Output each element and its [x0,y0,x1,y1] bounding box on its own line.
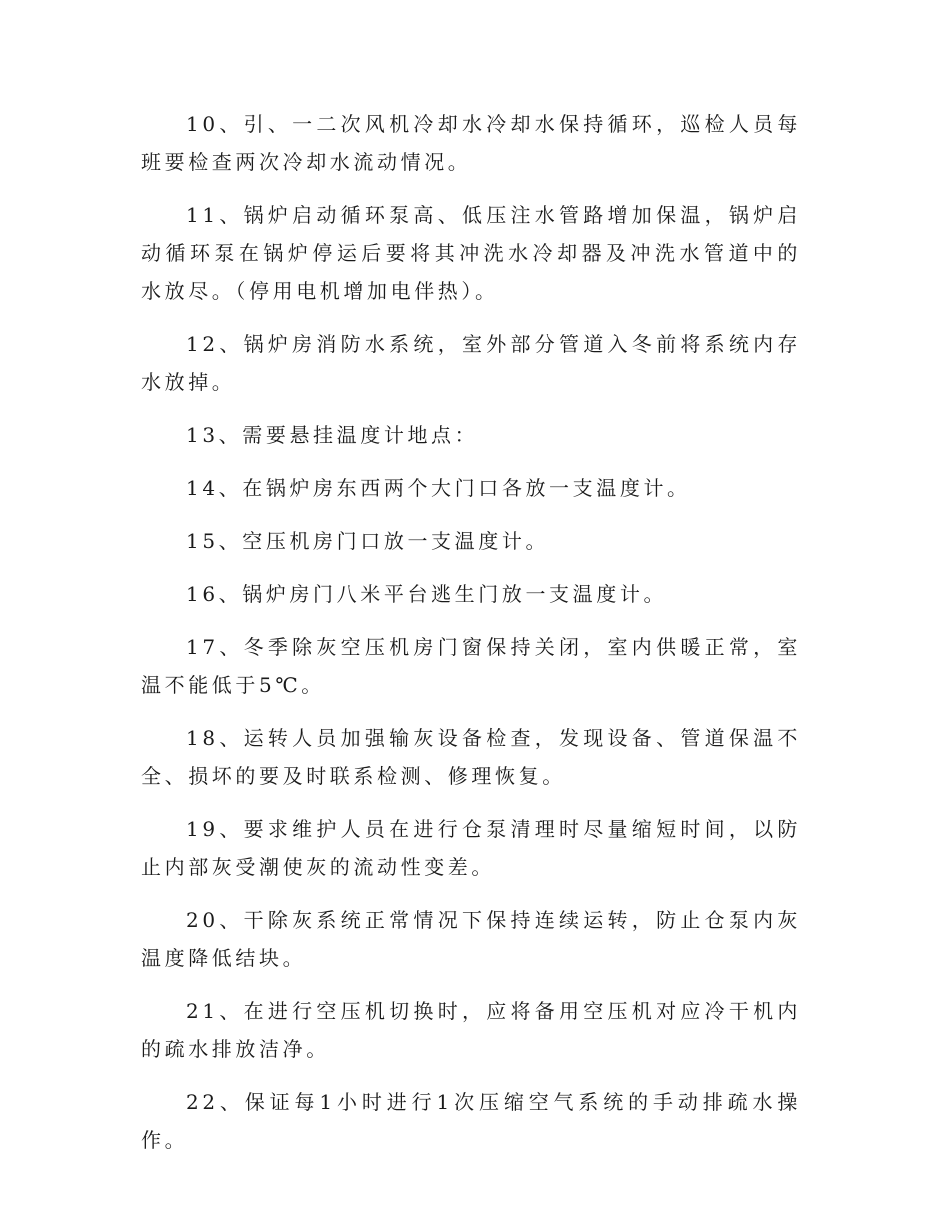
paragraph-13: 13、需要悬挂温度计地点： [186,423,479,447]
paragraph-20: 20、干除灰系统正常情况下保持连续运转，防止仓泵内灰温度降低结块。 [141,908,801,970]
paragraph-22: 22、保证每1小时进行1次压缩空气系统的手动排疏水操作。 [141,1090,801,1152]
paragraph-10: 10、引、一二次风机冷却水冷却水保持循环，巡检人员每班要检查两次冷却水流动情况。 [141,112,801,174]
paragraph-19: 19、要求维护人员在进行仓泵清理时尽量缩短时间，以防止内部灰受潮使灰的流动性变差。 [141,817,801,879]
paragraph-18: 18、运转人员加强输灰设备检查，发现设备、管道保温不全、损坏的要及时联系检测、修理恢复。 [141,726,801,788]
paragraph-17: 17、冬季除灰空压机房门窗保持关闭，室内供暖正常，室温不能低于5℃。 [141,635,801,697]
paragraph-12: 12、锅炉房消防水系统，室外部分管道入冬前将系统内存水放掉。 [141,332,801,394]
document-body [141,105,801,1174]
paragraph-15: 15、空压机房门口放一支温度计。 [186,529,550,553]
paragraph-11: 11、锅炉启动循环泵高、低压注水管路增加保温，锅炉启动循环泵在锅炉停运后要将其冲洗水冷却器及冲洗水管道中的水放尽。（停用电机增加电伴热）。 [141,203,801,303]
paragraph-21: 21、在进行空压机切换时，应将备用空压机对应冷干机内的疏水排放洁净。 [141,999,801,1061]
paragraph-14: 14、在锅炉房东西两个大门口各放一支温度计。 [186,476,691,500]
paragraph-16: 16、锅炉房门八米平台逃生门放一支温度计。 [186,582,668,606]
